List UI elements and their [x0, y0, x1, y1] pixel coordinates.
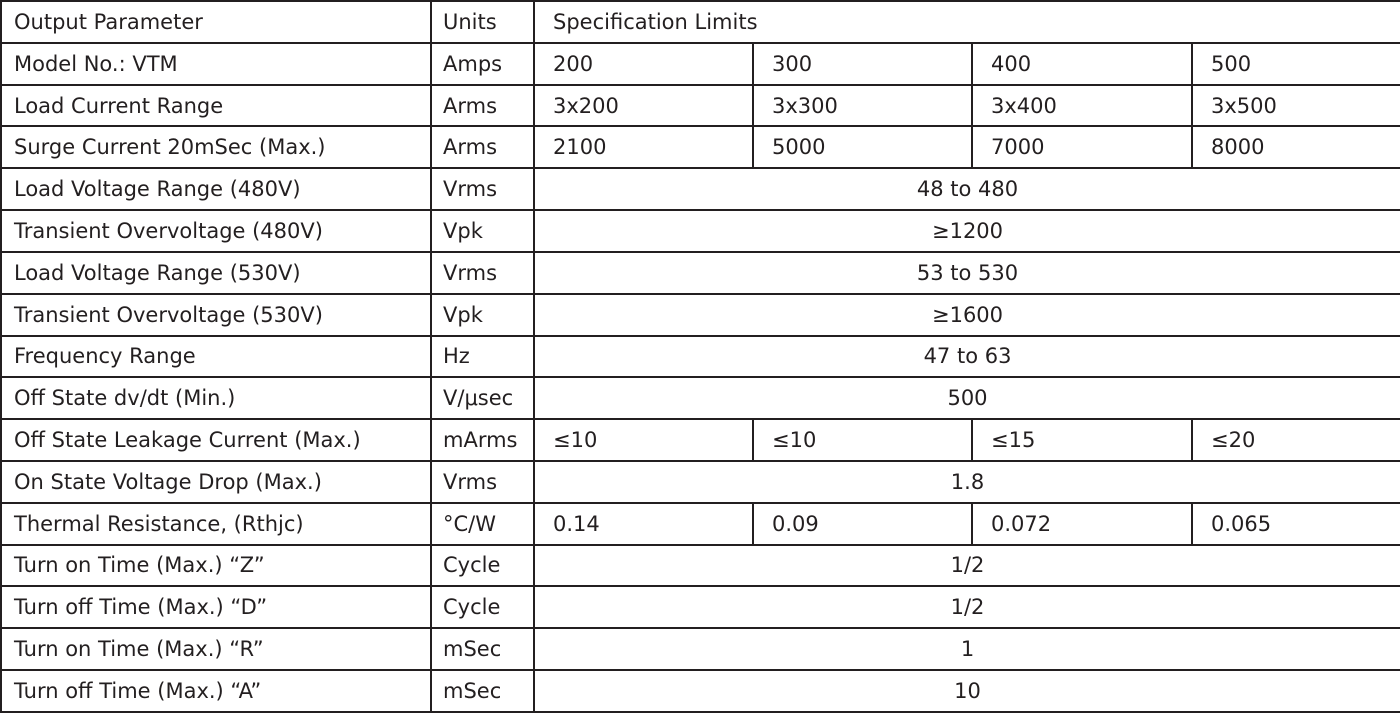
- unit-cell: mSec: [431, 670, 534, 712]
- value-cell: 1/2: [534, 586, 1400, 628]
- table-row: [1, 252, 1400, 294]
- table-row: [1, 377, 1400, 419]
- value-cell: 1.8: [534, 461, 1400, 503]
- param-cell: Transient Overvoltage (480V): [1, 210, 431, 252]
- unit-cell: Vrms: [431, 168, 534, 210]
- param-cell: Turn on Time (Max.) “Z”: [1, 545, 431, 587]
- value-cell: 7000: [972, 126, 1192, 168]
- header-units: Units: [431, 1, 534, 43]
- table-row: [1, 503, 1400, 545]
- value-cell: ≥1200: [534, 210, 1400, 252]
- value-cell: 500: [534, 377, 1400, 419]
- value-cell: 3x200: [534, 85, 753, 127]
- param-cell: Turn on Time (Max.) “R”: [1, 628, 431, 670]
- param-cell: Thermal Resistance, (Rthjc): [1, 503, 431, 545]
- table-row: [1, 336, 1400, 378]
- param-cell: Load Voltage Range (480V): [1, 168, 431, 210]
- unit-cell: Cycle: [431, 545, 534, 587]
- value-cell: 3x300: [753, 85, 972, 127]
- value-cell: 200: [534, 43, 753, 85]
- header-spec: Specification Limits: [534, 1, 1400, 43]
- value-cell: 0.072: [972, 503, 1192, 545]
- value-cell: 0.065: [1192, 503, 1400, 545]
- value-cell: 5000: [753, 126, 972, 168]
- value-cell: 53 to 530: [534, 252, 1400, 294]
- param-cell: Turn off Time (Max.) “A”: [1, 670, 431, 712]
- header-parameter: Output Parameter: [1, 1, 431, 43]
- value-cell: ≤20: [1192, 419, 1400, 461]
- value-cell: 300: [753, 43, 972, 85]
- value-cell: 3x500: [1192, 85, 1400, 127]
- value-cell: ≤10: [534, 419, 753, 461]
- table-row: [1, 210, 1400, 252]
- param-cell: Off State dv/dt (Min.): [1, 377, 431, 419]
- value-cell: 0.14: [534, 503, 753, 545]
- table-row: [1, 168, 1400, 210]
- table-row: [1, 670, 1400, 712]
- table-row: [1, 294, 1400, 336]
- value-cell: ≤15: [972, 419, 1192, 461]
- value-cell: 48 to 480: [534, 168, 1400, 210]
- table-row: [1, 419, 1400, 461]
- param-cell: Off State Leakage Current (Max.): [1, 419, 431, 461]
- value-cell: 0.09: [753, 503, 972, 545]
- value-cell: 1/2: [534, 545, 1400, 587]
- param-cell: On State Voltage Drop (Max.): [1, 461, 431, 503]
- unit-cell: Cycle: [431, 586, 534, 628]
- value-cell: ≥1600: [534, 294, 1400, 336]
- param-cell: Surge Current 20mSec (Max.): [1, 126, 431, 168]
- table-row: [1, 85, 1400, 127]
- unit-cell: Amps: [431, 43, 534, 85]
- param-cell: Load Voltage Range (530V): [1, 252, 431, 294]
- value-cell: 1: [534, 628, 1400, 670]
- table-row: [1, 43, 1400, 85]
- value-cell: 3x400: [972, 85, 1192, 127]
- table-row: [1, 545, 1400, 587]
- unit-cell: Vrms: [431, 461, 534, 503]
- unit-cell: °C/W: [431, 503, 534, 545]
- table-row: [1, 586, 1400, 628]
- param-cell: Transient Overvoltage (530V): [1, 294, 431, 336]
- value-cell: 500: [1192, 43, 1400, 85]
- param-cell: Turn off Time (Max.) “D”: [1, 586, 431, 628]
- unit-cell: Arms: [431, 85, 534, 127]
- header-row: [1, 1, 1400, 43]
- table-row: [1, 126, 1400, 168]
- value-cell: 47 to 63: [534, 336, 1400, 378]
- unit-cell: Arms: [431, 126, 534, 168]
- unit-cell: Vrms: [431, 252, 534, 294]
- param-cell: Model No.: VTM: [1, 43, 431, 85]
- unit-cell: Vpk: [431, 294, 534, 336]
- unit-cell: V/μsec: [431, 377, 534, 419]
- value-cell: 10: [534, 670, 1400, 712]
- value-cell: 2100: [534, 126, 753, 168]
- unit-cell: Hz: [431, 336, 534, 378]
- table-row: [1, 628, 1400, 670]
- param-cell: Load Current Range: [1, 85, 431, 127]
- table-row: [1, 461, 1400, 503]
- value-cell: 8000: [1192, 126, 1400, 168]
- value-cell: 400: [972, 43, 1192, 85]
- value-cell: ≤10: [753, 419, 972, 461]
- unit-cell: mSec: [431, 628, 534, 670]
- param-cell: Frequency Range: [1, 336, 431, 378]
- unit-cell: mArms: [431, 419, 534, 461]
- unit-cell: Vpk: [431, 210, 534, 252]
